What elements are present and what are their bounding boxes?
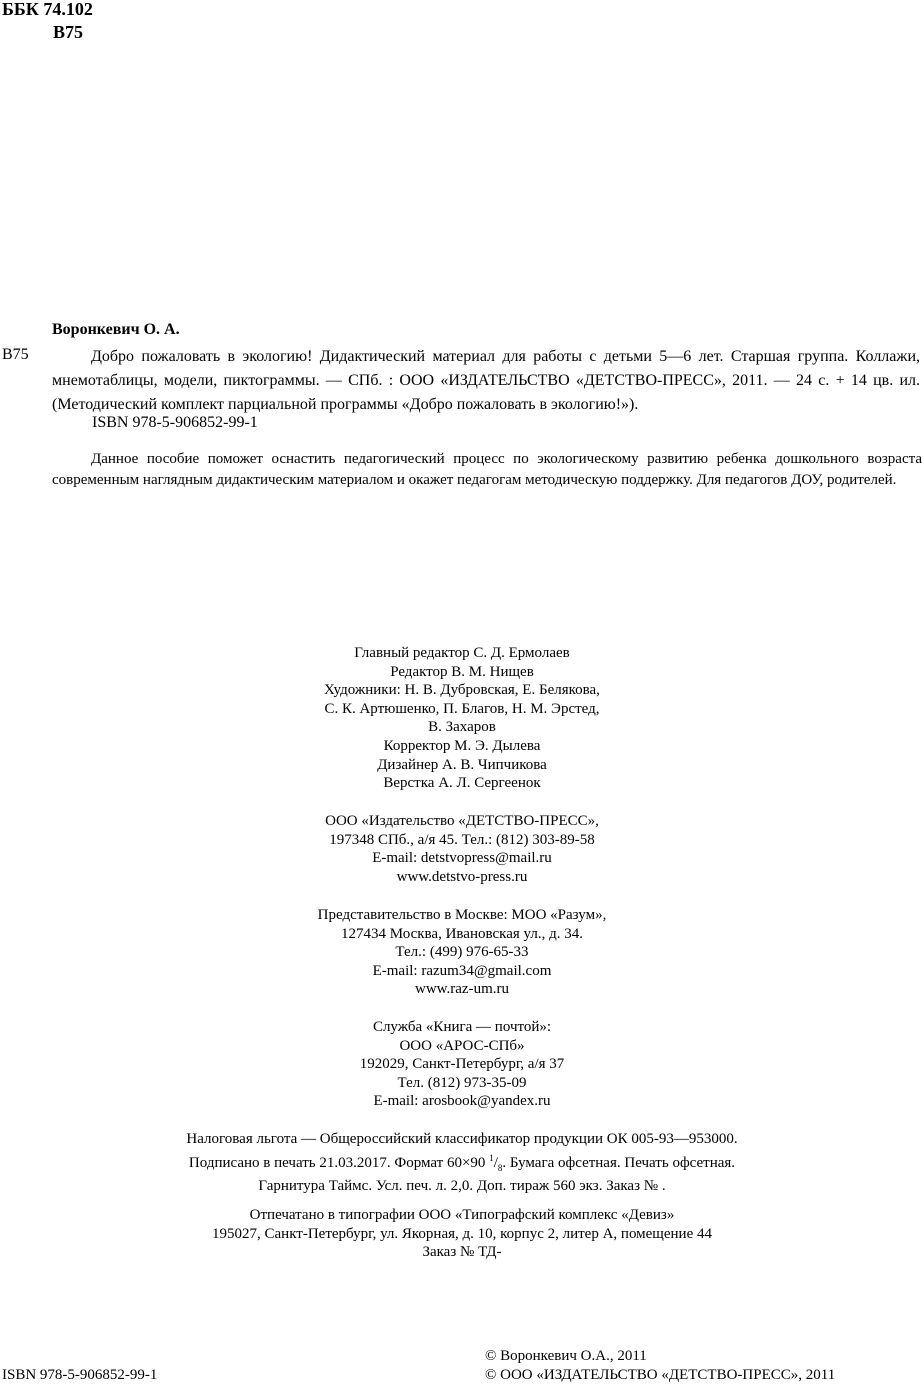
credit-line: Корректор М. Э. Дылева [383,737,541,754]
copyright-author: © Воронкевич О.А., 2011 [485,1348,647,1364]
moscow-line: www.raz-um.ru [415,981,509,998]
moscow-line: E-mail: razum34@gmail.com [372,962,552,979]
moscow-line: Тел.: (499) 976-65-33 [395,944,529,961]
author-mark: В75 [53,22,84,42]
printing-line: Отпечатано в типографии ООО «Типографский комплекс «Девиз» [249,1207,675,1223]
credit-line: В. Захаров [428,719,496,736]
footer-isbn: ISBN 978-5-906852-99-1 [2,1367,158,1383]
moscow-office-block [0,906,924,999]
mail-line: Тел. (812) 973-35-09 [397,1074,527,1091]
printing-line: 195027, Санкт-Петербург, ул. Якорная, д. 10, корпус 2, литер А, помещение 44 [212,1225,712,1242]
mail-service-block [0,1018,924,1111]
bibliographic-description: Добро пожаловать в экологию! Дидактический материал для работы с детьми 5—6 лет. Старшая группа. Коллажи, мнемотаблицы, модели, пиктограммы. — СПб. : ООО «ИЗДАТЕЛЬСТВО «ДЕТСТВО-ПРЕСС», 2011. — 24 с. + 14 цв. ил. (Методический комплект парциальной программы «Добро пожаловать в экологию!»). [52,348,920,413]
publisher-line: www.detstvo-press.ru [396,868,528,885]
copyright-publisher: © ООО «ИЗДАТЕЛЬСТВО «ДЕТСТВО-ПРЕСС», 2011 [485,1367,836,1383]
typeface-line: Гарнитура Таймс. Усл. печ. л. 2,0. Доп. тираж 560 экз. Заказ № . [258,1178,666,1195]
printing-block [0,1206,924,1262]
publisher-line: E-mail: detstvopress@mail.ru [372,850,552,867]
publisher-line: 197348 СПб., а/я 45. Тел.: (812) 303-89-58 [329,831,595,848]
entry-author-mark: В75 [2,346,29,363]
credit-line: Художники: Н. В. Дубровская, Е. Белякова, [324,682,600,699]
format-line: Подписано в печать 21.03.2017. Формат 60×90 $^1/_8$. Бумага офсетная. Печать офсетная. [188,1152,736,1173]
mail-line: Служба «Книга — почтой»: [372,1019,552,1035]
credit-line: Верстка А. Л. Сергеенок [383,775,541,792]
technical-data-block [0,1130,924,1196]
publisher-block [0,812,924,886]
printing-line: Заказ № ТД- [422,1244,502,1261]
credit-line: Дизайнер А. В. Чипчикова [377,756,547,773]
annotation: Данное пособие поможет оснастить педагогический процесс по экологическому развитию ребенка дошкольного возраста современным наглядным дидактическим материалом и окажет педагогам методическую поддержку. Для педагогов ДОУ, родителей. [52,451,922,488]
mail-line: ООО «АРОС-СПб» [399,1037,525,1054]
bbk-index: ББК 74.102 [2,0,93,19]
credit-line: С. К. Артюшенко, П. Благов, Н. М. Эрстед, [324,700,600,717]
publisher-line: ООО «Издательство «ДЕТСТВО-ПРЕСС», [325,813,599,829]
mail-line: 192029, Санкт-Петербург, а/я 37 [359,1056,565,1073]
isbn: ISBN 978-5-906852-99-1 [92,414,258,431]
credit-line: Редактор В. М. Нищев [390,663,534,680]
credit-line: Главный редактор С. Д. Ермолаев [354,645,570,661]
moscow-line: Представительство в Москве: МОО «Разум», [317,907,607,923]
mail-line: E-mail: arosbook@yandex.ru [373,1093,551,1110]
author-name: Воронкевич О. А. [52,321,180,338]
tax-line: Налоговая льгота — Общероссийский классификатор продукции ОК 005-93—953000. [186,1131,738,1147]
moscow-line: 127434 Москва, Ивановская ул., д. 34. [341,925,583,942]
credits-block [0,644,924,793]
